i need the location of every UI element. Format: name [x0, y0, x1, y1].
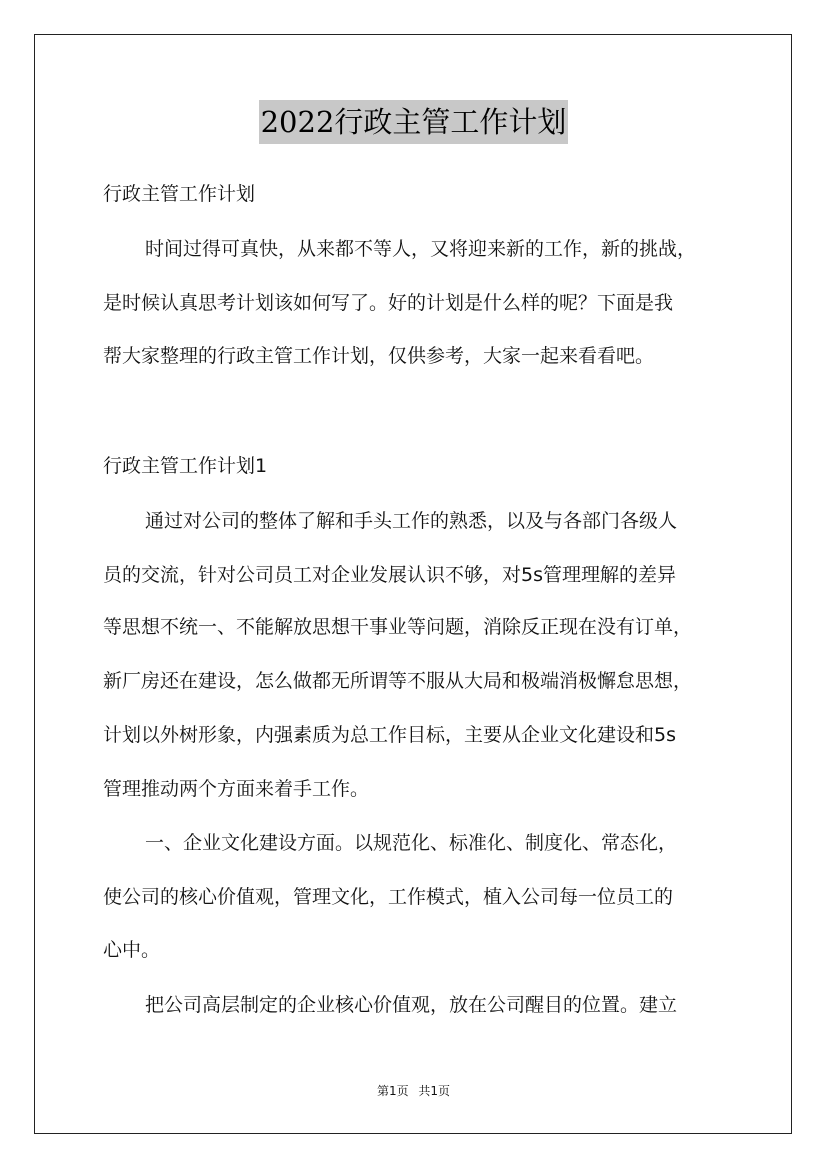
paragraph-line: 通过对公司的整体了解和手头工作的熟悉，以及与各部门各级人 [145, 510, 678, 532]
paragraph-line: 新厂房还在建设，怎么做都无所谓等不服从大局和极端消极懈怠思想， [103, 670, 693, 692]
paragraph-line: 是时候认真思考计划该如何写了。好的计划是什么样的呢？下面是我 [103, 292, 674, 314]
paragraph-line: 计划以外树形象，内强素质为总工作目标，主要从企业文化建设和5s [103, 724, 676, 746]
document-title: 2022行政主管工作计划 [259, 100, 569, 144]
paragraph-line: 管理推动两个方面来着手工作。 [103, 778, 370, 800]
paragraph-line: 等思想不统一、不能解放思想干事业等问题，消除反正现在没有订单， [103, 616, 693, 638]
page-number: 第1页 [376, 1084, 409, 1098]
title-container [0, 100, 827, 144]
paragraph-line: 一、企业文化建设方面。以规范化、标准化、制度化、常态化， [145, 832, 678, 854]
paragraph-line: 把公司高层制定的企业核心价值观，放在公司醒目的位置。建立 [145, 994, 678, 1016]
paragraph-line: 员的交流，针对公司员工对企业发展认识不够，对5s管理理解的差异 [103, 564, 676, 586]
paragraph-line: 时间过得可真快，从来都不等人，又将迎来新的工作，新的挑战， [145, 238, 697, 260]
paragraph-line: 帮大家整理的行政主管工作计划，仅供参考，大家一起来看看吧。 [103, 345, 655, 367]
paragraph-line: 心中。 [103, 939, 161, 961]
page-footer [0, 1082, 827, 1100]
section-heading: 行政主管工作计划1 [103, 455, 268, 477]
paragraph-line: 使公司的核心价值观，管理文化，工作模式，植入公司每一位员工的 [103, 886, 674, 908]
page-total: 共1页 [418, 1084, 451, 1098]
section-heading: 行政主管工作计划 [103, 183, 256, 205]
